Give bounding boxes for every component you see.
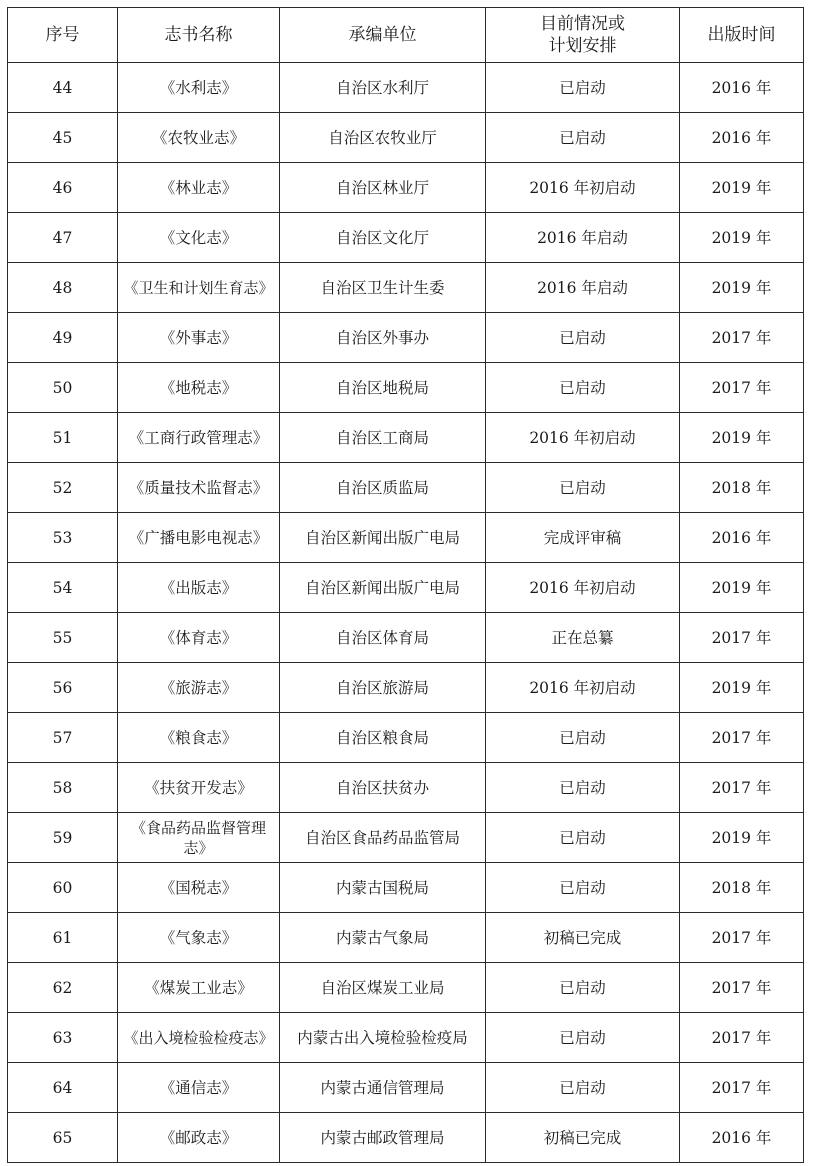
cell-title: 《食品药品监督管理志》 [118, 813, 280, 863]
cell-status: 已启动 [486, 1013, 680, 1063]
cell-title: 《农牧业志》 [118, 113, 280, 163]
cell-unit: 内蒙古出入境检验检疫局 [280, 1013, 486, 1063]
cell-index: 48 [8, 263, 118, 313]
header-publish-year: 出版时间 [680, 8, 804, 63]
cell-status: 已启动 [486, 863, 680, 913]
cell-status: 2016 年初启动 [486, 163, 680, 213]
cell-status: 2016 年初启动 [486, 413, 680, 463]
table-row [8, 413, 804, 463]
cell-publish-year: 2019 年 [680, 563, 804, 613]
cell-unit: 自治区食品药品监管局 [280, 813, 486, 863]
cell-title: 《出版志》 [118, 563, 280, 613]
cell-publish-year: 2017 年 [680, 913, 804, 963]
cell-index: 45 [8, 113, 118, 163]
cell-index: 60 [8, 863, 118, 913]
cell-status: 已启动 [486, 63, 680, 113]
table-row [8, 563, 804, 613]
table-row [8, 113, 804, 163]
cell-status: 2016 年初启动 [486, 663, 680, 713]
table-row [8, 1063, 804, 1113]
cell-publish-year: 2017 年 [680, 1013, 804, 1063]
table-header-row [8, 8, 804, 63]
cell-unit: 自治区体育局 [280, 613, 486, 663]
cell-title: 《质量技术监督志》 [118, 463, 280, 513]
cell-status: 已启动 [486, 1063, 680, 1113]
cell-index: 46 [8, 163, 118, 213]
table-row [8, 213, 804, 263]
cell-index: 47 [8, 213, 118, 263]
cell-title: 《气象志》 [118, 913, 280, 963]
cell-status: 2016 年启动 [486, 263, 680, 313]
header-unit: 承编单位 [280, 8, 486, 63]
cell-publish-year: 2018 年 [680, 463, 804, 513]
cell-publish-year: 2018 年 [680, 863, 804, 913]
table-row [8, 463, 804, 513]
cell-publish-year: 2017 年 [680, 313, 804, 363]
cell-title: 《工商行政管理志》 [118, 413, 280, 463]
cell-index: 50 [8, 363, 118, 413]
cell-title: 《国税志》 [118, 863, 280, 913]
header-status: 目前情况或 计划安排 [486, 8, 680, 63]
cell-index: 64 [8, 1063, 118, 1113]
cell-index: 51 [8, 413, 118, 463]
cell-index: 65 [8, 1113, 118, 1163]
cell-status: 2016 年启动 [486, 213, 680, 263]
cell-unit: 自治区地税局 [280, 363, 486, 413]
cell-publish-year: 2019 年 [680, 213, 804, 263]
cell-unit: 自治区粮食局 [280, 713, 486, 763]
table-row [8, 263, 804, 313]
cell-unit: 内蒙古国税局 [280, 863, 486, 913]
cell-publish-year: 2019 年 [680, 663, 804, 713]
cell-publish-year: 2017 年 [680, 713, 804, 763]
cell-publish-year: 2016 年 [680, 63, 804, 113]
cell-status: 已启动 [486, 813, 680, 863]
cell-index: 57 [8, 713, 118, 763]
cell-unit: 自治区水利厅 [280, 63, 486, 113]
cell-unit: 自治区外事办 [280, 313, 486, 363]
cell-publish-year: 2019 年 [680, 813, 804, 863]
cell-index: 54 [8, 563, 118, 613]
cell-status: 已启动 [486, 363, 680, 413]
cell-unit: 自治区工商局 [280, 413, 486, 463]
cell-publish-year: 2016 年 [680, 113, 804, 163]
cell-index: 61 [8, 913, 118, 963]
cell-publish-year: 2017 年 [680, 1063, 804, 1113]
cell-unit: 内蒙古气象局 [280, 913, 486, 963]
cell-title: 《出入境检验检疫志》 [118, 1013, 280, 1063]
cell-status: 2016 年初启动 [486, 563, 680, 613]
header-title: 志书名称 [118, 8, 280, 63]
cell-unit: 自治区文化厅 [280, 213, 486, 263]
table-row [8, 513, 804, 563]
cell-status: 已启动 [486, 963, 680, 1013]
table-row [8, 1013, 804, 1063]
cell-status: 初稿已完成 [486, 1113, 680, 1163]
cell-index: 56 [8, 663, 118, 713]
cell-title: 《文化志》 [118, 213, 280, 263]
cell-index: 52 [8, 463, 118, 513]
cell-title: 《外事志》 [118, 313, 280, 363]
cell-title: 《广播电影电视志》 [118, 513, 280, 563]
table-body [8, 63, 804, 1163]
gazetteer-table [7, 7, 804, 1163]
cell-status: 完成评审稿 [486, 513, 680, 563]
cell-publish-year: 2017 年 [680, 963, 804, 1013]
cell-index: 53 [8, 513, 118, 563]
cell-index: 58 [8, 763, 118, 813]
cell-status: 已启动 [486, 463, 680, 513]
table-row [8, 663, 804, 713]
table-row [8, 163, 804, 213]
cell-title: 《水利志》 [118, 63, 280, 113]
cell-unit: 自治区旅游局 [280, 663, 486, 713]
cell-index: 44 [8, 63, 118, 113]
cell-unit: 自治区新闻出版广电局 [280, 513, 486, 563]
cell-status: 初稿已完成 [486, 913, 680, 963]
table-row [8, 813, 804, 863]
cell-unit: 自治区扶贫办 [280, 763, 486, 813]
table-row [8, 763, 804, 813]
table-row [8, 713, 804, 763]
table-row [8, 63, 804, 113]
cell-unit: 自治区煤炭工业局 [280, 963, 486, 1013]
cell-publish-year: 2017 年 [680, 613, 804, 663]
cell-status: 已启动 [486, 113, 680, 163]
cell-index: 62 [8, 963, 118, 1013]
cell-unit: 自治区卫生计生委 [280, 263, 486, 313]
cell-unit: 自治区农牧业厅 [280, 113, 486, 163]
cell-publish-year: 2017 年 [680, 763, 804, 813]
table-row [8, 913, 804, 963]
table-row [8, 1113, 804, 1163]
cell-publish-year: 2016 年 [680, 1113, 804, 1163]
cell-status: 已启动 [486, 313, 680, 363]
cell-unit: 自治区新闻出版广电局 [280, 563, 486, 613]
table-row [8, 613, 804, 663]
cell-title: 《粮食志》 [118, 713, 280, 763]
cell-title: 《林业志》 [118, 163, 280, 213]
cell-title: 《旅游志》 [118, 663, 280, 713]
cell-status: 已启动 [486, 713, 680, 763]
cell-publish-year: 2019 年 [680, 263, 804, 313]
table-row [8, 313, 804, 363]
cell-title: 《邮政志》 [118, 1113, 280, 1163]
cell-publish-year: 2016 年 [680, 513, 804, 563]
cell-publish-year: 2019 年 [680, 413, 804, 463]
cell-title: 《煤炭工业志》 [118, 963, 280, 1013]
cell-publish-year: 2019 年 [680, 163, 804, 213]
cell-publish-year: 2017 年 [680, 363, 804, 413]
cell-unit: 内蒙古通信管理局 [280, 1063, 486, 1113]
cell-index: 59 [8, 813, 118, 863]
cell-unit: 内蒙古邮政管理局 [280, 1113, 486, 1163]
header-index: 序号 [8, 8, 118, 63]
cell-unit: 自治区林业厅 [280, 163, 486, 213]
table-row [8, 863, 804, 913]
cell-title: 《通信志》 [118, 1063, 280, 1113]
cell-title: 《扶贫开发志》 [118, 763, 280, 813]
cell-index: 63 [8, 1013, 118, 1063]
cell-status: 已启动 [486, 763, 680, 813]
cell-title: 《体育志》 [118, 613, 280, 663]
cell-unit: 自治区质监局 [280, 463, 486, 513]
table-row [8, 963, 804, 1013]
cell-index: 49 [8, 313, 118, 363]
cell-status: 正在总纂 [486, 613, 680, 663]
cell-title: 《卫生和计划生育志》 [118, 263, 280, 313]
table-row [8, 363, 804, 413]
cell-title: 《地税志》 [118, 363, 280, 413]
cell-index: 55 [8, 613, 118, 663]
